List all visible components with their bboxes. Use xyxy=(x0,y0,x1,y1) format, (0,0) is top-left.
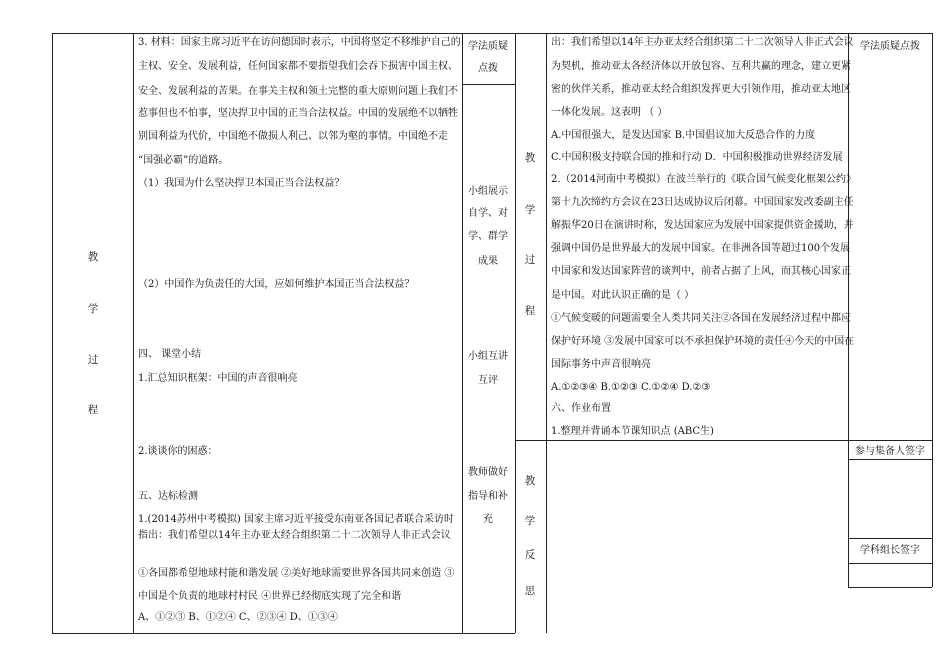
col3-header-right: 学法质疑点拨 xyxy=(860,41,920,52)
section-label-char: 过 xyxy=(87,354,99,366)
right-body-line: 为契机，推动亚太各经济体以开放包容、互利共赢的理念，建立更紧 xyxy=(551,61,851,72)
sign-group-leader-label: 学科组长签字 xyxy=(860,545,920,556)
left-body-line: 安全、发展利益的苦果。在事关主权和领土完整的重大原则问题上我们不 xyxy=(138,86,458,97)
right-body-line: 2.（2014河南中考模拟）在波兰举行的《联合国气候变化框架公约》 xyxy=(551,174,856,185)
right-body-line: 强调中国仍是世界最大的发展中国家。在非洲各国等超过100个发展 xyxy=(551,243,851,254)
left-body-line: 主权、安全、发展利益，任何国家都不要指望我们会吞下损害中国主权、 xyxy=(138,61,458,72)
section-label-char: 程 xyxy=(524,305,536,317)
question-2: （2）中国作为负责任的大国，应如何维护本国正当合法权益？ xyxy=(138,279,415,290)
left-body-line: 1.(2014苏州中考模拟) 国家主席习近平接受东南亚各国记者联合采访时 xyxy=(138,514,454,525)
right-body-line: 解振华20日在演讲时称，发达国家应为发展中国家提供资金援助，并 xyxy=(551,220,854,231)
left-body-line: 别国利益为代价，中国绝不做损人利己、以邻为壑的事情。中国绝不走 xyxy=(138,131,448,142)
summary-item-1: 1.汇总知识框架：中国的声音很响亮 xyxy=(138,373,298,384)
answer-options: A、①②③ B、①②④ C、②③④ D、①③④ xyxy=(138,612,338,623)
col3-middle3-line: 指导和补 xyxy=(468,491,508,502)
col3-middle1-line: 自学、对 xyxy=(468,208,508,219)
right-table-bottom-border xyxy=(848,587,932,588)
col3-header-line: 学法质疑 xyxy=(468,41,508,52)
left-table-top-border xyxy=(52,33,515,34)
right-col-divider-2 xyxy=(848,33,849,587)
homework-heading: 六、作业布置 xyxy=(551,403,611,414)
col3-middle3-line: 教师做好 xyxy=(468,467,508,478)
col3-middle1-line: 学、群学 xyxy=(468,231,508,242)
right-body-line: 出：我们希望以14年主办亚太经合组织第二十二次领导人非正式会议 xyxy=(551,37,854,48)
reflect-label-char: 思 xyxy=(524,585,536,597)
left-table-left-border xyxy=(52,33,53,633)
section-label-char: 过 xyxy=(524,254,536,266)
left-body-line: 指出：我们希望以14年主办亚太经合组织第二十二次领导人非正式会议 xyxy=(138,530,451,541)
col3-header-line: 点拨 xyxy=(478,63,498,74)
right-body-line: 保护好环境 ③发展中国家可以不承担保护环境的责任④今天的中国在 xyxy=(551,336,855,347)
right-table-right-border xyxy=(932,33,933,587)
right-body-line: A.中国很强大，是发达国家 B.中国倡议加大反恐合作的力度 xyxy=(551,130,816,141)
left-body-line: ①各国都希望地球村能和谐发展 ②美好地球需要世界各国共同来创造 ③ xyxy=(138,568,455,579)
summary-heading: 四、 课堂小结 xyxy=(138,349,202,360)
answer-options: A.①②③④ B.①②③ C.①②④ D.②③ xyxy=(551,382,711,393)
summary-item-2: 2.谈谈你的困惑： xyxy=(138,446,218,457)
section-label-char: 学 xyxy=(524,204,536,216)
left-body-line: “国强必霸”的道路。 xyxy=(138,155,229,166)
test-heading: 五、达标检测 xyxy=(138,491,198,502)
reflect-label-char: 教 xyxy=(524,475,536,487)
right-body-line: 一体化发展。这表明 （ ） xyxy=(551,107,668,118)
sign-row-divider-1 xyxy=(848,459,932,460)
col3-middle1-line: 成果 xyxy=(478,256,498,267)
reflect-label-char: 学 xyxy=(524,515,536,527)
left-col-divider-2 xyxy=(462,33,463,633)
sign-participants-label: 参与集备人签字 xyxy=(855,446,925,457)
left-body-line: 3. 材料：国家主席习近平在访问德国时表示，中国将坚定不移维护自己的 xyxy=(138,37,461,48)
right-table-top-border xyxy=(515,33,932,34)
right-section-divider xyxy=(515,440,932,441)
reflect-label-char: 反 xyxy=(524,549,536,561)
right-body-line: ①气候变暖的问题需要全人类共同关注②各国在发展经济过程中都应 xyxy=(551,313,851,324)
col3-middle3-line: 充 xyxy=(483,514,493,525)
section-label-char: 学 xyxy=(87,303,99,315)
right-body-line: 国际事务中声音很响亮 xyxy=(551,359,651,370)
right-col-divider-1 xyxy=(546,33,547,633)
col3-middle2-line: 小组互讲 xyxy=(468,351,508,362)
sign-row-divider-3 xyxy=(848,563,932,564)
right-body-line: 是中国。对此认识正确的是（ ） xyxy=(551,290,695,301)
left-body-line: 中国是个负责的地球村村民 ④世界已经彻底实现了完全和谐 xyxy=(138,591,402,602)
right-body-line: C.中国积极支持联合国的推和行动 D．中国积极推动世界经济发展 xyxy=(551,152,843,163)
col3-middle2-line: 互评 xyxy=(478,375,498,386)
left-col3-header-divider xyxy=(462,84,515,85)
col3-middle1-line: 小组展示 xyxy=(468,186,508,197)
left-table-bottom-border xyxy=(52,633,515,634)
section-label-char: 教 xyxy=(87,251,99,263)
homework-item-1: 1.整理并背诵本节课知识点 (ABC生) xyxy=(551,426,714,437)
left-body-line: 惹事但也不怕事，坚决捍卫中国的正当合法权益。中国的发展绝不以牺牲 xyxy=(138,108,458,119)
left-col-divider-1 xyxy=(133,33,134,633)
section-label-char: 教 xyxy=(524,152,536,164)
right-body-line: 第十九次缔约方会议在23日达成协议后闭幕。中国国家发改委副主任 xyxy=(551,197,854,208)
right-body-line: 中国家和发达国家阵营的谈判中，前者占据了上风，而其核心国家正 xyxy=(551,266,851,277)
section-label-char: 程 xyxy=(87,404,99,416)
question-1: （1）我国为什么坚决捍卫本国正当合法权益？ xyxy=(138,178,345,189)
right-body-line: 密的伙伴关系，推动亚太经合组织发挥更大引领作用，推动亚太地区 xyxy=(551,84,851,95)
sign-row-divider-2 xyxy=(848,538,932,539)
left-table-right-border xyxy=(515,33,516,633)
